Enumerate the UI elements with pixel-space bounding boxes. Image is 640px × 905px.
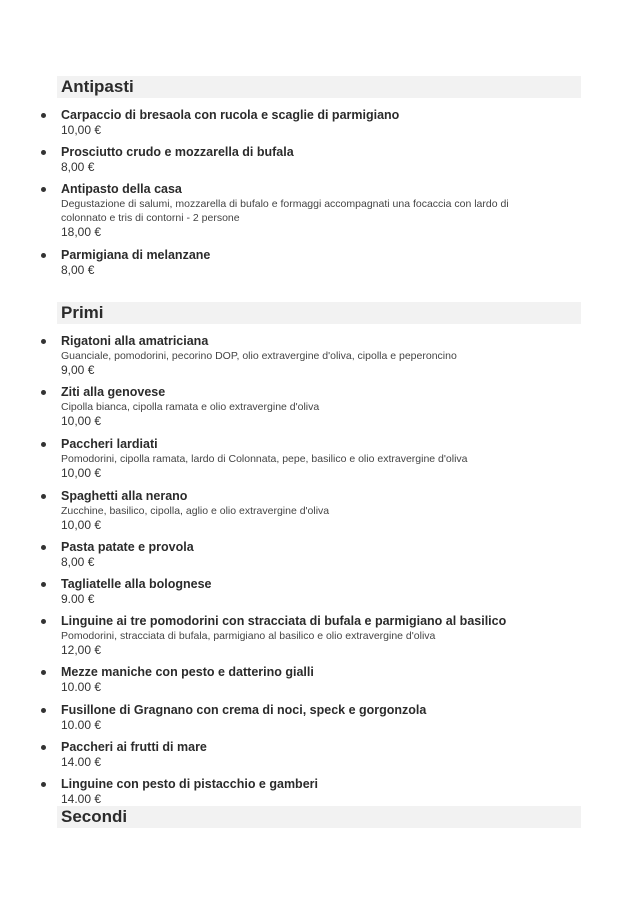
bullet-icon (41, 708, 46, 713)
item-price: 10,00 € (61, 414, 102, 428)
bullet-icon (41, 113, 46, 118)
bullet-icon (41, 494, 46, 499)
menu-item (61, 181, 551, 240)
bullet-icon (41, 150, 46, 155)
item-name: Paccheri lardiati (61, 437, 158, 451)
item-name: Paccheri ai frutti di mare (61, 740, 207, 754)
item-price: 12,00 € (61, 643, 102, 657)
item-description: Degustazione di salumi, mozzarella di bufalo e formaggi accompagnati una focaccia con lardo di colonnato e tris di contorni - 2 persone (61, 198, 509, 224)
bullet-icon (41, 545, 46, 550)
menu-item (61, 539, 551, 570)
item-price: 18,00 € (61, 225, 102, 239)
item-price: 10.00 € (61, 718, 102, 732)
item-price: 10,00 € (61, 123, 102, 137)
item-price: 9.00 € (61, 592, 95, 606)
bullet-icon (41, 670, 46, 675)
menu-item (61, 664, 551, 695)
menu-item (61, 702, 551, 733)
bullet-icon (41, 745, 46, 750)
item-price: 14.00 € (61, 755, 102, 769)
item-price: 8,00 € (61, 160, 95, 174)
item-name: Rigatoni alla amatriciana (61, 334, 209, 348)
item-price: 14.00 € (61, 792, 102, 806)
item-name: Ziti alla genovese (61, 385, 166, 399)
menu-item (61, 776, 551, 807)
item-price: 8,00 € (61, 263, 95, 277)
item-name: Fusillone di Gragnano con crema di noci, speck e gorgonzola (61, 703, 427, 717)
item-name: Prosciutto crudo e mozzarella di bufala (61, 145, 294, 159)
bullet-icon (41, 782, 46, 787)
item-price: 10.00 € (61, 680, 102, 694)
section-title-primi: Primi (57, 302, 581, 324)
menu-item (61, 576, 551, 607)
item-description: Cipolla bianca, cipolla ramata e olio extravergine d'oliva (61, 401, 320, 413)
bullet-icon (41, 442, 46, 447)
menu-item (61, 247, 551, 278)
item-description: Pomodorini, cipolla ramata, lardo di Colonnata, pepe, basilico e olio extravergine d'oliva (61, 453, 468, 465)
menu-item (61, 739, 551, 770)
item-price: 8,00 € (61, 555, 95, 569)
item-description: Pomodorini, stracciata di bufala, parmigiano al basilico e olio extravergine d'oliva (61, 630, 436, 642)
item-description: Guanciale, pomodorini, pecorino DOP, olio extravergine d'oliva, cipolla e peperoncino (61, 350, 457, 362)
bullet-icon (41, 253, 46, 258)
item-name: Mezze maniche con pesto e datterino gialli (61, 665, 314, 679)
menu-item (61, 384, 551, 429)
section-title-antipasti: Antipasti (57, 76, 581, 98)
menu-item (61, 333, 551, 378)
menu-item (61, 107, 551, 138)
menu-item (61, 488, 551, 533)
item-name: Linguine ai tre pomodorini con stracciata di bufala e parmigiano al basilico (61, 614, 507, 628)
item-price: 10,00 € (61, 518, 102, 532)
item-name: Linguine con pesto di pistacchio e gamberi (61, 777, 318, 791)
item-name: Tagliatelle alla bolognese (61, 577, 212, 591)
bullet-icon (41, 390, 46, 395)
item-price: 9,00 € (61, 363, 95, 377)
section-title-secondi: Secondi (57, 806, 581, 828)
menu-item (61, 436, 551, 481)
item-description: Zucchine, basilico, cipolla, aglio e olio extravergine d'oliva (61, 505, 330, 517)
menu-item (61, 613, 551, 658)
item-name: Pasta patate e provola (61, 540, 194, 554)
item-name: Carpaccio di bresaola con rucola e scaglie di parmigiano (61, 108, 400, 122)
bullet-icon (41, 339, 46, 344)
item-name: Antipasto della casa (61, 182, 182, 196)
item-price: 10,00 € (61, 466, 102, 480)
bullet-icon (41, 582, 46, 587)
bullet-icon (41, 187, 46, 192)
bullet-icon (41, 619, 46, 624)
item-name: Spaghetti alla nerano (61, 489, 188, 503)
menu-item (61, 144, 551, 175)
item-name: Parmigiana di melanzane (61, 248, 211, 262)
